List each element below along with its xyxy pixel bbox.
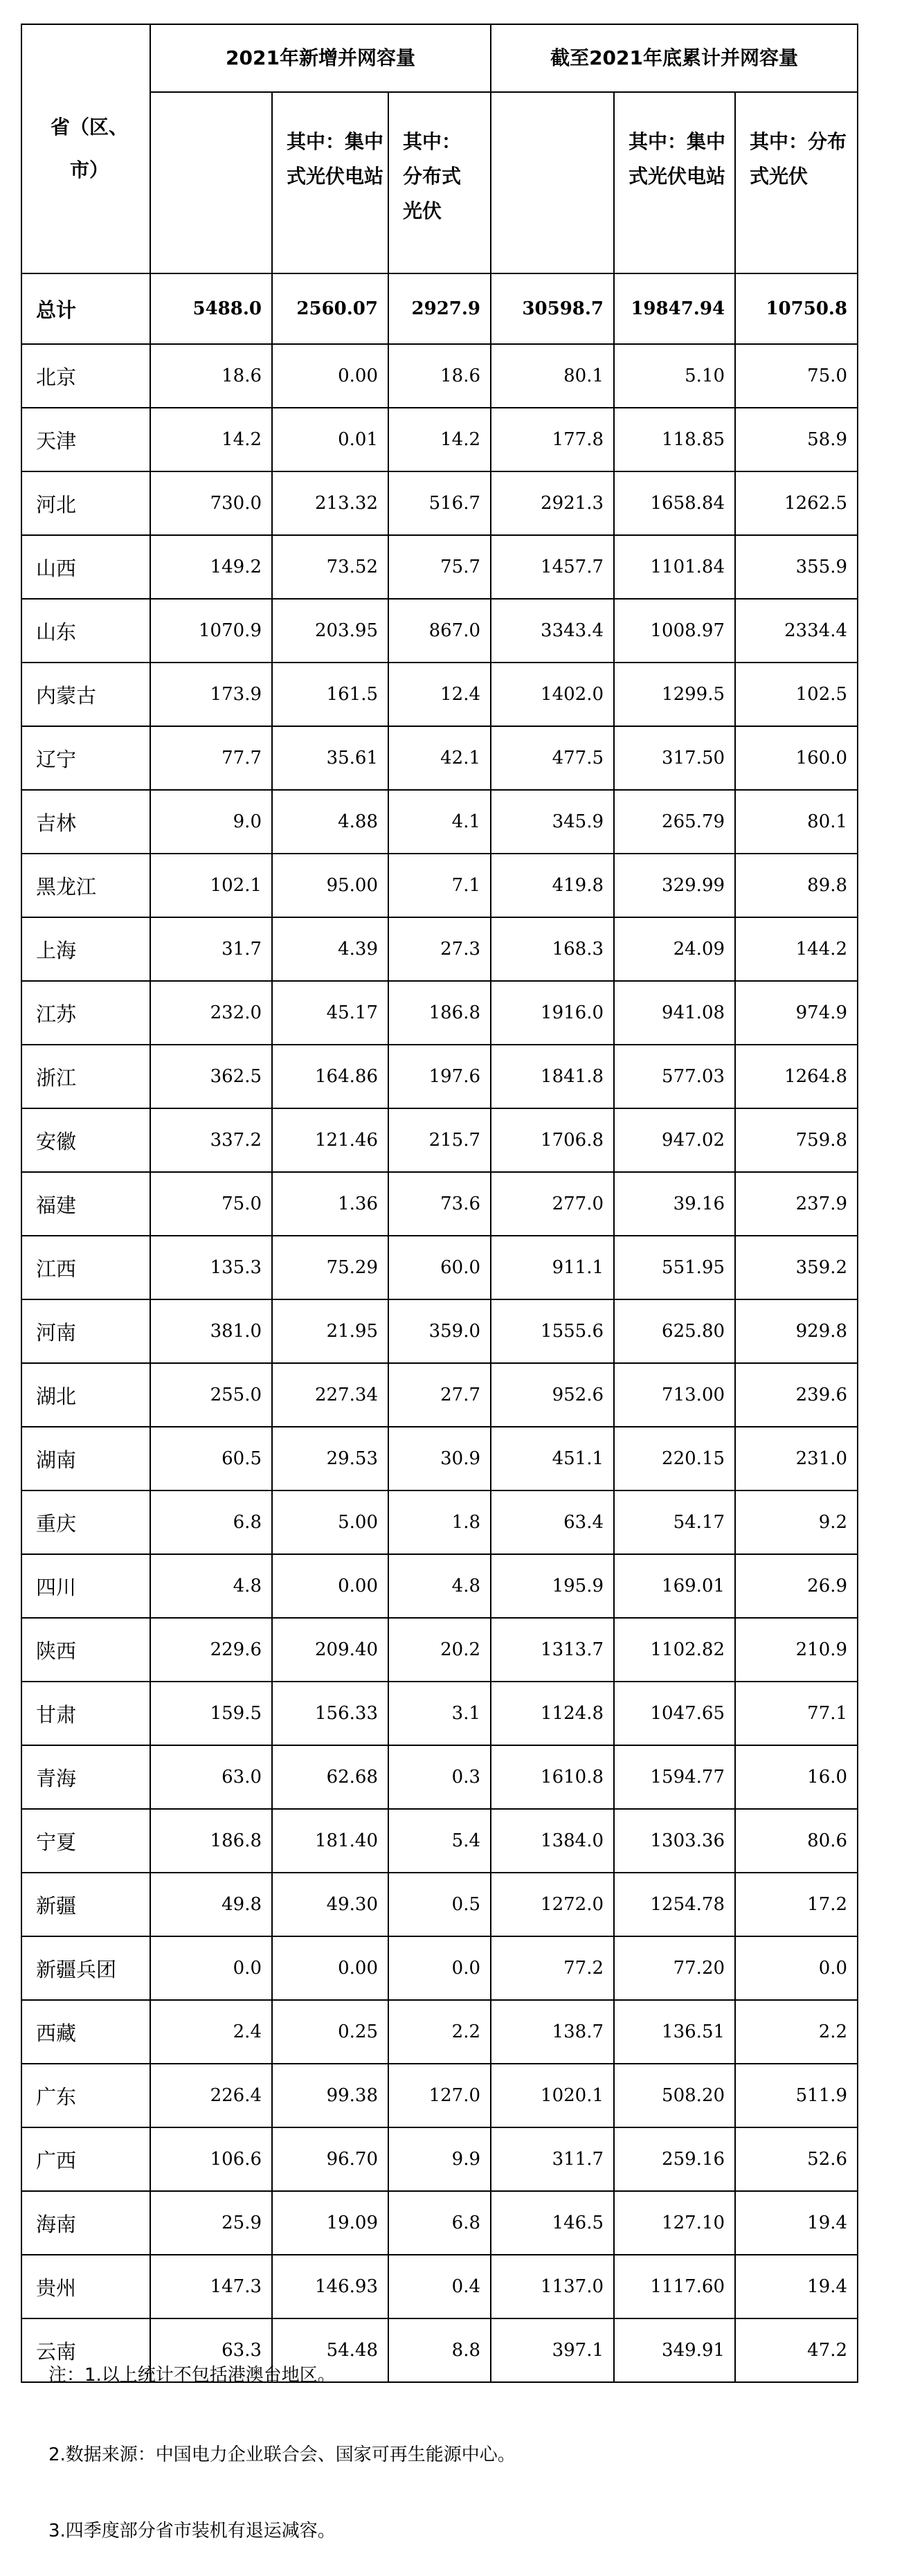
cum-centralized-cell: 625.80 <box>614 1299 735 1363</box>
table-body <box>21 273 858 2382</box>
new-total-cell: 77.7 <box>150 726 272 790</box>
cum-centralized-cell: 1008.97 <box>614 599 735 663</box>
table-row <box>21 1045 858 1108</box>
table-header <box>21 24 858 273</box>
cum-total-cell: 477.5 <box>491 726 614 790</box>
new-centralized-cell: 0.01 <box>272 408 388 471</box>
new-centralized-cell: 54.48 <box>272 2318 388 2382</box>
cum-total-cell: 77.2 <box>491 1936 614 2000</box>
cum-centralized-cell: 349.91 <box>614 2318 735 2382</box>
table-row <box>21 1745 858 1809</box>
new-total-cell: 14.2 <box>150 408 272 471</box>
region-cell: 安徽 <box>21 1108 150 1172</box>
new-distributed-cell: 75.7 <box>388 535 491 599</box>
cum-distributed-cell: 1262.5 <box>735 471 858 535</box>
new-distributed-cell: 0.5 <box>388 1873 491 1936</box>
new-centralized-cell: 4.88 <box>272 790 388 854</box>
region-cell: 江苏 <box>21 981 150 1045</box>
cum-centralized-header <box>614 92 735 273</box>
new-distributed-cell: 73.6 <box>388 1172 491 1236</box>
new-centralized-header <box>272 92 388 273</box>
new-total-cell: 5488.0 <box>150 273 272 344</box>
new-total-cell: 0.0 <box>150 1936 272 2000</box>
cum-centralized-cell: 1117.60 <box>614 2255 735 2318</box>
new-centralized-cell: 19.09 <box>272 2191 388 2255</box>
region-cell: 四川 <box>21 1554 150 1618</box>
region-cell: 河北 <box>21 471 150 535</box>
region-cell: 北京 <box>21 344 150 408</box>
new-centralized-cell: 45.17 <box>272 981 388 1045</box>
region-cell: 吉林 <box>21 790 150 854</box>
cum-centralized-cell: 259.16 <box>614 2127 735 2191</box>
cum-centralized-cell: 551.95 <box>614 1236 735 1299</box>
new-distributed-cell: 4.8 <box>388 1554 491 1618</box>
cum-distributed-cell: 511.9 <box>735 2064 858 2127</box>
cum-centralized-cell: 577.03 <box>614 1045 735 1108</box>
table-row <box>21 1936 858 2000</box>
new-distributed-cell: 5.4 <box>388 1809 491 1873</box>
cum-distributed-cell: 231.0 <box>735 1427 858 1490</box>
new-total-cell: 2.4 <box>150 2000 272 2064</box>
new-centralized-cell: 2560.07 <box>272 273 388 344</box>
region-cell: 海南 <box>21 2191 150 2255</box>
region-cell: 内蒙古 <box>21 663 150 726</box>
table-row <box>21 2064 858 2127</box>
new-distributed-cell: 9.9 <box>388 2127 491 2191</box>
new-centralized-cell: 146.93 <box>272 2255 388 2318</box>
cum-distributed-cell: 77.1 <box>735 1682 858 1745</box>
cum-total-cell: 1916.0 <box>491 981 614 1045</box>
cum-distributed-cell: 102.5 <box>735 663 858 726</box>
cum-distributed-cell: 974.9 <box>735 981 858 1045</box>
cum-distributed-cell: 160.0 <box>735 726 858 790</box>
new-centralized-cell: 21.95 <box>272 1299 388 1363</box>
footnote-2: 2.数据来源：中国电力企业联合会、国家可再生能源中心。 <box>48 2444 516 2465</box>
new-total-cell: 362.5 <box>150 1045 272 1108</box>
cum-total-cell: 911.1 <box>491 1236 614 1299</box>
region-cell: 青海 <box>21 1745 150 1809</box>
region-cell: 浙江 <box>21 1045 150 1108</box>
region-cell: 云南 <box>21 2318 150 2382</box>
table-row <box>21 471 858 535</box>
new-distributed-cell: 0.4 <box>388 2255 491 2318</box>
region-cell: 广西 <box>21 2127 150 2191</box>
footnote-3: 3.四季度部分省市装机有退运减容。 <box>48 2521 336 2541</box>
table-row <box>21 535 858 599</box>
table-row <box>21 1873 858 1936</box>
cum-centralized-cell: 77.20 <box>614 1936 735 2000</box>
cum-distributed-cell: 239.6 <box>735 1363 858 1427</box>
cum-total-cell: 2921.3 <box>491 471 614 535</box>
region-cell: 辽宁 <box>21 726 150 790</box>
new-centralized-cell: 1.36 <box>272 1172 388 1236</box>
new-total-cell: 4.8 <box>150 1554 272 1618</box>
new-centralized-cell: 164.86 <box>272 1045 388 1108</box>
region-cell: 新疆 <box>21 1873 150 1936</box>
cum-distributed-cell: 9.2 <box>735 1490 858 1554</box>
cum-centralized-cell: 1101.84 <box>614 535 735 599</box>
table-row <box>21 981 858 1045</box>
table-row <box>21 726 858 790</box>
cum-total-cell: 1384.0 <box>491 1809 614 1873</box>
new-centralized-cell: 213.32 <box>272 471 388 535</box>
cum-distributed-cell: 2.2 <box>735 2000 858 2064</box>
new-centralized-cell: 95.00 <box>272 854 388 917</box>
region-cell: 甘肃 <box>21 1682 150 1745</box>
new-total-cell: 159.5 <box>150 1682 272 1745</box>
region-cell: 陕西 <box>21 1618 150 1682</box>
cum-total-cell: 451.1 <box>491 1427 614 1490</box>
new-total-cell: 9.0 <box>150 790 272 854</box>
new-centralized-cell: 209.40 <box>272 1618 388 1682</box>
cum-centralized-cell: 713.00 <box>614 1363 735 1427</box>
cum-total-cell: 1124.8 <box>491 1682 614 1745</box>
new-centralized-cell: 5.00 <box>272 1490 388 1554</box>
cum-distributed-cell: 19.4 <box>735 2191 858 2255</box>
cum-centralized-cell: 24.09 <box>614 917 735 981</box>
cumulative-capacity-group-header: 截至2021年底累计并网容量 <box>491 24 858 92</box>
cum-distributed-cell: 0.0 <box>735 1936 858 2000</box>
new-total-cell: 173.9 <box>150 663 272 726</box>
table-row <box>21 2000 858 2064</box>
cum-total-cell: 1841.8 <box>491 1045 614 1108</box>
cum-total-cell: 311.7 <box>491 2127 614 2191</box>
new-distributed-cell: 359.0 <box>388 1299 491 1363</box>
region-cell: 天津 <box>21 408 150 471</box>
new-distributed-cell: 42.1 <box>388 726 491 790</box>
cum-distributed-cell: 52.6 <box>735 2127 858 2191</box>
cum-centralized-cell: 136.51 <box>614 2000 735 2064</box>
table-row <box>21 663 858 726</box>
cum-centralized-cell: 1254.78 <box>614 1873 735 1936</box>
table-row <box>21 2191 858 2255</box>
region-cell: 贵州 <box>21 2255 150 2318</box>
new-total-cell: 63.3 <box>150 2318 272 2382</box>
region-cell: 重庆 <box>21 1490 150 1554</box>
new-centralized-cell: 203.95 <box>272 599 388 663</box>
cum-distributed-cell: 237.9 <box>735 1172 858 1236</box>
cum-distributed-cell: 75.0 <box>735 344 858 408</box>
new-centralized-cell: 4.39 <box>272 917 388 981</box>
table-row <box>21 2255 858 2318</box>
new-total-cell: 381.0 <box>150 1299 272 1363</box>
pv-capacity-table <box>21 24 858 2383</box>
new-centralized-cell: 29.53 <box>272 1427 388 1490</box>
region-cell: 新疆兵团 <box>21 1936 150 2000</box>
new-centralized-cell: 99.38 <box>272 2064 388 2127</box>
cum-centralized-cell: 508.20 <box>614 2064 735 2127</box>
new-distributed-cell: 60.0 <box>388 1236 491 1299</box>
table-row <box>21 917 858 981</box>
table-row <box>21 1108 858 1172</box>
new-total-cell: 229.6 <box>150 1618 272 1682</box>
new-centralized-cell: 96.70 <box>272 2127 388 2191</box>
new-distributed-cell: 14.2 <box>388 408 491 471</box>
new-distributed-cell: 7.1 <box>388 854 491 917</box>
cum-total-cell: 146.5 <box>491 2191 614 2255</box>
new-total-cell: 6.8 <box>150 1490 272 1554</box>
new-total-cell: 337.2 <box>150 1108 272 1172</box>
table-row <box>21 1809 858 1873</box>
table-row <box>21 854 858 917</box>
cum-distributed-cell: 80.1 <box>735 790 858 854</box>
new-distributed-cell: 2927.9 <box>388 273 491 344</box>
new-total-cell: 135.3 <box>150 1236 272 1299</box>
table-row <box>21 1427 858 1490</box>
region-cell: 总计 <box>21 273 150 344</box>
cum-distributed-cell: 10750.8 <box>735 273 858 344</box>
cum-distributed-cell: 19.4 <box>735 2255 858 2318</box>
cum-total-cell: 952.6 <box>491 1363 614 1427</box>
cum-centralized-header-label: 其中：集中式光伏电站 <box>629 130 726 188</box>
cum-total-cell: 1020.1 <box>491 2064 614 2127</box>
new-total-cell: 75.0 <box>150 1172 272 1236</box>
new-distributed-cell: 27.7 <box>388 1363 491 1427</box>
region-cell: 江西 <box>21 1236 150 1299</box>
cum-total-cell: 419.8 <box>491 854 614 917</box>
new-distributed-cell: 127.0 <box>388 2064 491 2127</box>
table-row <box>21 599 858 663</box>
cum-centralized-cell: 118.85 <box>614 408 735 471</box>
cum-distributed-cell: 58.9 <box>735 408 858 471</box>
cum-distributed-cell: 210.9 <box>735 1618 858 1682</box>
cum-distributed-cell: 16.0 <box>735 1745 858 1809</box>
cum-centralized-cell: 1102.82 <box>614 1618 735 1682</box>
new-distributed-cell: 215.7 <box>388 1108 491 1172</box>
cum-distributed-cell: 144.2 <box>735 917 858 981</box>
table-row <box>21 790 858 854</box>
new-distributed-header <box>388 92 491 273</box>
new-distributed-cell: 0.0 <box>388 1936 491 2000</box>
new-centralized-cell: 35.61 <box>272 726 388 790</box>
cum-centralized-cell: 54.17 <box>614 1490 735 1554</box>
new-total-cell: 60.5 <box>150 1427 272 1490</box>
cum-total-cell: 30598.7 <box>491 273 614 344</box>
new-centralized-cell: 227.34 <box>272 1363 388 1427</box>
cum-total-cell: 1610.8 <box>491 1745 614 1809</box>
cum-total-cell: 1706.8 <box>491 1108 614 1172</box>
cum-total-cell: 1313.7 <box>491 1618 614 1682</box>
cum-centralized-cell: 947.02 <box>614 1108 735 1172</box>
new-distributed-cell: 1.8 <box>388 1490 491 1554</box>
footnote-1: 注：1.以上统计不包括港澳台地区。 <box>48 2365 336 2386</box>
table-row <box>21 1490 858 1554</box>
cum-total-cell: 195.9 <box>491 1554 614 1618</box>
cum-centralized-cell: 220.15 <box>614 1427 735 1490</box>
cum-centralized-cell: 1047.65 <box>614 1682 735 1745</box>
region-cell: 宁夏 <box>21 1809 150 1873</box>
new-total-cell: 63.0 <box>150 1745 272 1809</box>
header-row-top <box>21 24 858 92</box>
cum-total-cell: 138.7 <box>491 2000 614 2064</box>
new-distributed-cell: 30.9 <box>388 1427 491 1490</box>
new-distributed-cell: 516.7 <box>388 471 491 535</box>
new-centralized-cell: 0.00 <box>272 1936 388 2000</box>
new-total-cell: 102.1 <box>150 854 272 917</box>
new-total-cell: 226.4 <box>150 2064 272 2127</box>
region-column-header <box>21 24 150 273</box>
cum-centralized-cell: 19847.94 <box>614 273 735 344</box>
table-row <box>21 2127 858 2191</box>
cum-centralized-cell: 169.01 <box>614 1554 735 1618</box>
new-distributed-header-label: 其中：分布式光伏 <box>403 130 462 222</box>
cum-distributed-cell: 17.2 <box>735 1873 858 1936</box>
cum-total-cell: 168.3 <box>491 917 614 981</box>
new-distributed-cell: 3.1 <box>388 1682 491 1745</box>
cum-total-cell: 177.8 <box>491 408 614 471</box>
cum-total-cell: 277.0 <box>491 1172 614 1236</box>
cum-centralized-cell: 127.10 <box>614 2191 735 2255</box>
cum-centralized-cell: 5.10 <box>614 344 735 408</box>
new-total-cell: 49.8 <box>150 1873 272 1936</box>
table-row <box>21 408 858 471</box>
new-total-cell: 18.6 <box>150 344 272 408</box>
region-cell: 湖南 <box>21 1427 150 1490</box>
new-distributed-cell: 197.6 <box>388 1045 491 1108</box>
new-centralized-cell: 73.52 <box>272 535 388 599</box>
cum-distributed-cell: 89.8 <box>735 854 858 917</box>
new-total-cell: 25.9 <box>150 2191 272 2255</box>
new-total-cell: 255.0 <box>150 1363 272 1427</box>
new-distributed-cell: 20.2 <box>388 1618 491 1682</box>
region-header-label: 省（区、市） <box>50 116 128 181</box>
cum-total-cell: 1457.7 <box>491 535 614 599</box>
cum-distributed-cell: 929.8 <box>735 1299 858 1363</box>
table-row <box>21 1299 858 1363</box>
cum-centralized-cell: 1658.84 <box>614 471 735 535</box>
cum-total-header <box>491 92 614 273</box>
cum-distributed-header <box>735 92 858 273</box>
new-total-cell: 31.7 <box>150 917 272 981</box>
region-cell: 山西 <box>21 535 150 599</box>
new-capacity-group-header: 2021年新增并网容量 <box>150 24 491 92</box>
cum-total-cell: 1402.0 <box>491 663 614 726</box>
region-cell: 上海 <box>21 917 150 981</box>
new-total-cell: 106.6 <box>150 2127 272 2191</box>
cum-distributed-cell: 47.2 <box>735 2318 858 2382</box>
new-distributed-cell: 27.3 <box>388 917 491 981</box>
new-distributed-cell: 8.8 <box>388 2318 491 2382</box>
cum-distributed-cell: 355.9 <box>735 535 858 599</box>
new-centralized-header-label: 其中：集中式光伏电站 <box>287 130 384 188</box>
region-cell: 广东 <box>21 2064 150 2127</box>
cum-total-cell: 80.1 <box>491 344 614 408</box>
new-centralized-cell: 181.40 <box>272 1809 388 1873</box>
table-row <box>21 1682 858 1745</box>
new-total-cell: 186.8 <box>150 1809 272 1873</box>
cum-centralized-cell: 265.79 <box>614 790 735 854</box>
region-cell: 山东 <box>21 599 150 663</box>
cum-distributed-cell: 2334.4 <box>735 599 858 663</box>
cum-centralized-cell: 941.08 <box>614 981 735 1045</box>
cum-total-cell: 397.1 <box>491 2318 614 2382</box>
table-row <box>21 1618 858 1682</box>
region-cell: 西藏 <box>21 2000 150 2064</box>
table-row <box>21 344 858 408</box>
region-cell: 湖北 <box>21 1363 150 1427</box>
new-distributed-cell: 186.8 <box>388 981 491 1045</box>
new-centralized-cell: 49.30 <box>272 1873 388 1936</box>
new-total-cell: 149.2 <box>150 535 272 599</box>
new-centralized-cell: 0.25 <box>272 2000 388 2064</box>
new-centralized-cell: 0.00 <box>272 344 388 408</box>
region-cell: 黑龙江 <box>21 854 150 917</box>
new-centralized-cell: 156.33 <box>272 1682 388 1745</box>
new-distributed-cell: 12.4 <box>388 663 491 726</box>
cum-total-cell: 3343.4 <box>491 599 614 663</box>
cum-centralized-cell: 39.16 <box>614 1172 735 1236</box>
cum-centralized-cell: 1594.77 <box>614 1745 735 1809</box>
cum-distributed-cell: 1264.8 <box>735 1045 858 1108</box>
new-total-header <box>150 92 272 273</box>
cum-total-cell: 1272.0 <box>491 1873 614 1936</box>
new-total-cell: 730.0 <box>150 471 272 535</box>
new-distributed-cell: 4.1 <box>388 790 491 854</box>
table-row <box>21 1363 858 1427</box>
cum-centralized-cell: 317.50 <box>614 726 735 790</box>
cum-centralized-cell: 329.99 <box>614 854 735 917</box>
new-total-cell: 1070.9 <box>150 599 272 663</box>
table-row <box>21 1554 858 1618</box>
region-cell: 河南 <box>21 1299 150 1363</box>
total-row <box>21 273 858 344</box>
cum-distributed-cell: 759.8 <box>735 1108 858 1172</box>
cum-total-cell: 345.9 <box>491 790 614 854</box>
cum-distributed-header-label: 其中：分布式光伏 <box>750 130 847 188</box>
new-total-cell: 147.3 <box>150 2255 272 2318</box>
cum-total-cell: 1137.0 <box>491 2255 614 2318</box>
table-row <box>21 1172 858 1236</box>
cum-distributed-cell: 26.9 <box>735 1554 858 1618</box>
new-total-cell: 232.0 <box>150 981 272 1045</box>
table-row <box>21 1236 858 1299</box>
cum-total-cell: 63.4 <box>491 1490 614 1554</box>
new-distributed-cell: 0.3 <box>388 1745 491 1809</box>
cum-centralized-cell: 1303.36 <box>614 1809 735 1873</box>
new-centralized-cell: 121.46 <box>272 1108 388 1172</box>
region-cell: 福建 <box>21 1172 150 1236</box>
cum-distributed-cell: 359.2 <box>735 1236 858 1299</box>
new-distributed-cell: 6.8 <box>388 2191 491 2255</box>
new-distributed-cell: 18.6 <box>388 344 491 408</box>
new-distributed-cell: 2.2 <box>388 2000 491 2064</box>
new-centralized-cell: 62.68 <box>272 1745 388 1809</box>
new-centralized-cell: 75.29 <box>272 1236 388 1299</box>
cum-distributed-cell: 80.6 <box>735 1809 858 1873</box>
new-centralized-cell: 161.5 <box>272 663 388 726</box>
cum-total-cell: 1555.6 <box>491 1299 614 1363</box>
new-centralized-cell: 0.00 <box>272 1554 388 1618</box>
cum-centralized-cell: 1299.5 <box>614 663 735 726</box>
new-distributed-cell: 867.0 <box>388 599 491 663</box>
